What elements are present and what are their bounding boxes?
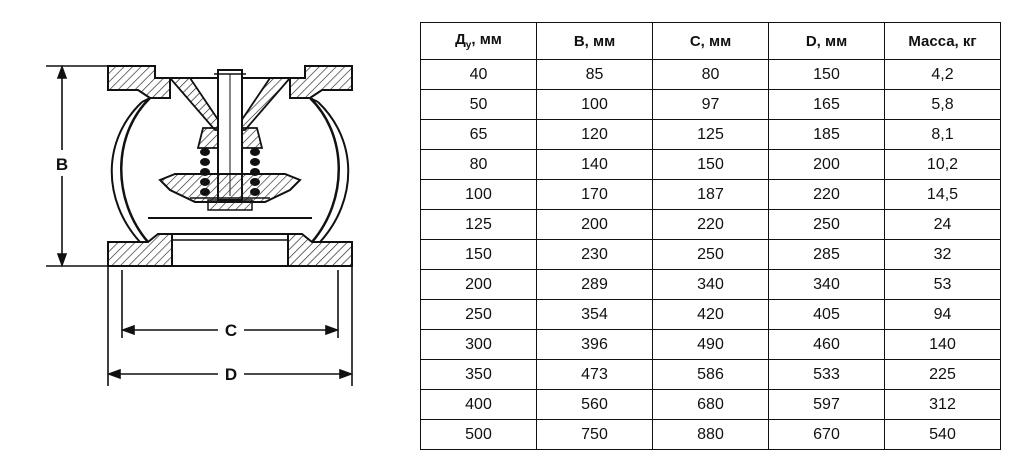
- table-row: [421, 60, 1001, 90]
- cell-d: 460: [769, 330, 885, 360]
- table-row: [421, 90, 1001, 120]
- cell-c: 880: [653, 420, 769, 450]
- dimension-b-label: B: [55, 155, 69, 174]
- cell-b: 289: [537, 270, 653, 300]
- cell-d: 220: [769, 180, 885, 210]
- cell-c: 187: [653, 180, 769, 210]
- cell-mass: 53: [885, 270, 1001, 300]
- table-row: [421, 150, 1001, 180]
- cell-b: 100: [537, 90, 653, 120]
- cell-mass: 8,1: [885, 120, 1001, 150]
- header-mass: Масса, кг: [885, 23, 1001, 60]
- table-row: [421, 210, 1001, 240]
- cell-b: 354: [537, 300, 653, 330]
- cell-c: 125: [653, 120, 769, 150]
- cell-b: 85: [537, 60, 653, 90]
- cell-c: 340: [653, 270, 769, 300]
- cell-b: 230: [537, 240, 653, 270]
- cell-mass: 32: [885, 240, 1001, 270]
- table-row: [421, 420, 1001, 450]
- table-row: [421, 330, 1001, 360]
- cell-du: 400: [421, 390, 537, 420]
- cell-mass: 94: [885, 300, 1001, 330]
- valve-disc: [148, 174, 312, 218]
- cell-c: 220: [653, 210, 769, 240]
- cell-d: 165: [769, 90, 885, 120]
- cell-c: 80: [653, 60, 769, 90]
- cell-d: 405: [769, 300, 885, 330]
- dimension-c-label: C: [224, 321, 238, 340]
- header-du-unit: , мм: [471, 31, 502, 48]
- cell-c: 680: [653, 390, 769, 420]
- cell-b: 120: [537, 120, 653, 150]
- cell-mass: 540: [885, 420, 1001, 450]
- cell-c: 250: [653, 240, 769, 270]
- cell-du: 40: [421, 60, 537, 90]
- cell-d: 670: [769, 420, 885, 450]
- header-du: [421, 23, 537, 60]
- cell-b: 200: [537, 210, 653, 240]
- cell-b: 140: [537, 150, 653, 180]
- cell-mass: 4,2: [885, 60, 1001, 90]
- cell-c: 586: [653, 360, 769, 390]
- table-row: [421, 240, 1001, 270]
- cell-mass: 140: [885, 330, 1001, 360]
- cell-c: 420: [653, 300, 769, 330]
- cell-d: 340: [769, 270, 885, 300]
- cell-d: 200: [769, 150, 885, 180]
- table-row: [421, 300, 1001, 330]
- cell-du: 100: [421, 180, 537, 210]
- table-row: [421, 390, 1001, 420]
- cell-c: 490: [653, 330, 769, 360]
- cell-du: 65: [421, 120, 537, 150]
- valve-drawing: [40, 40, 380, 410]
- table-row: [421, 180, 1001, 210]
- cell-mass: 24: [885, 210, 1001, 240]
- header-b: B, мм: [537, 23, 653, 60]
- cell-du: 80: [421, 150, 537, 180]
- dimensions-table-wrap: [420, 22, 1001, 450]
- cell-mass: 10,2: [885, 150, 1001, 180]
- valve-section-svg: [40, 40, 380, 410]
- cell-du: 500: [421, 420, 537, 450]
- cell-d: 285: [769, 240, 885, 270]
- table-header-row: [421, 23, 1001, 60]
- cell-d: 185: [769, 120, 885, 150]
- cell-d: 533: [769, 360, 885, 390]
- cell-du: 300: [421, 330, 537, 360]
- cell-du: 250: [421, 300, 537, 330]
- cell-b: 750: [537, 420, 653, 450]
- header-du-sub: у: [465, 40, 472, 51]
- header-c: C, мм: [653, 23, 769, 60]
- cell-b: 170: [537, 180, 653, 210]
- table-row: [421, 120, 1001, 150]
- cell-d: 250: [769, 210, 885, 240]
- cell-mass: 225: [885, 360, 1001, 390]
- cell-du: 200: [421, 270, 537, 300]
- cell-b: 473: [537, 360, 653, 390]
- cell-du: 50: [421, 90, 537, 120]
- cell-mass: 312: [885, 390, 1001, 420]
- cell-c: 97: [653, 90, 769, 120]
- table-row: [421, 270, 1001, 300]
- header-d: D, мм: [769, 23, 885, 60]
- cell-b: 396: [537, 330, 653, 360]
- cell-d: 597: [769, 390, 885, 420]
- header-du-main: Д: [455, 31, 466, 48]
- table-row: [421, 360, 1001, 390]
- cell-du: 350: [421, 360, 537, 390]
- cell-d: 150: [769, 60, 885, 90]
- cell-b: 560: [537, 390, 653, 420]
- cell-du: 150: [421, 240, 537, 270]
- dimension-d-label: D: [224, 365, 238, 384]
- dimensions-table: [420, 22, 1001, 450]
- cell-c: 150: [653, 150, 769, 180]
- cell-du: 125: [421, 210, 537, 240]
- cell-mass: 14,5: [885, 180, 1001, 210]
- cell-mass: 5,8: [885, 90, 1001, 120]
